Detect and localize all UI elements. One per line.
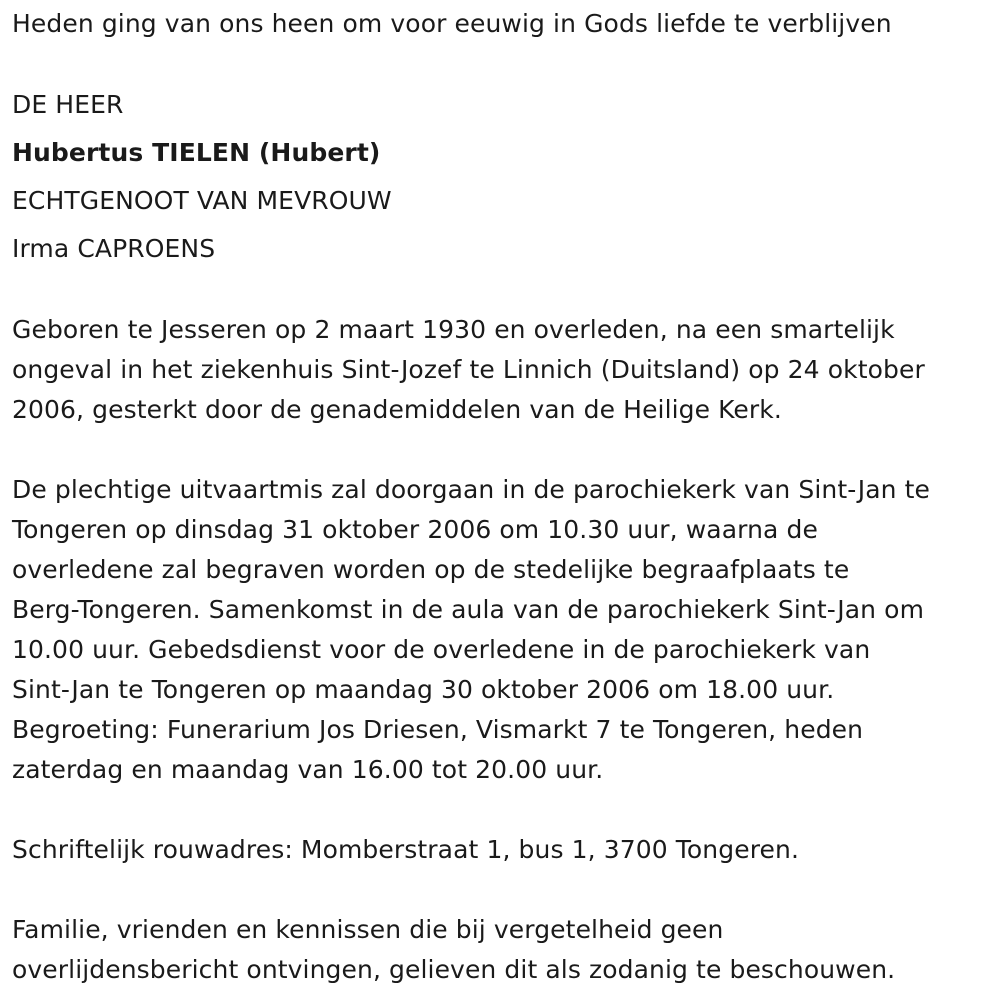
deceased-name: Hubertus TIELEN (Hubert) <box>12 138 381 167</box>
funeral-line: Berg-Tongeren. Samenkomst in de aula van de parochiekerk Sint-Jan om <box>12 595 925 624</box>
birth-death-line: 2006, gesterkt door de genademiddelen van de Heilige Kerk. <box>12 395 782 424</box>
funeral-line: Tongeren op dinsdag 31 oktober 2006 om 10.30 uur, waarna de <box>12 515 818 544</box>
funeral-line: 10.00 uur. Gebedsdienst voor de overledene in de parochiekerk van <box>12 635 871 664</box>
closing-line: Familie, vrienden en kennissen die bij vergetelheid geen <box>12 915 724 944</box>
spouse-label: ECHTGENOOT VAN MEVROUW <box>12 186 392 215</box>
funeral-line: zaterdag en maandag van 16.00 tot 20.00 uur. <box>12 755 604 784</box>
funeral-line: Sint-Jan te Tongeren op maandag 30 oktober 2006 om 18.00 uur. <box>12 675 835 704</box>
title-text: DE HEER <box>12 90 124 119</box>
birth-death-line: Geboren te Jesseren op 2 maart 1930 en overleden, na een smartelijk <box>12 315 895 344</box>
intro-text: Heden ging van ons heen om voor eeuwig in Gods liefde te verblijven <box>12 9 892 38</box>
funeral-line: De plechtige uitvaartmis zal doorgaan in de parochiekerk van Sint-Jan te <box>12 475 931 504</box>
spouse-name: Irma CAPROENS <box>12 234 216 263</box>
closing-line: overlijdensbericht ontvingen, gelieven dit als zodanig te beschouwen. <box>12 955 896 984</box>
funeral-line: overledene zal begraven worden op de stedelijke begraafplaats te <box>12 555 850 584</box>
address-text: Schriftelijk rouwadres: Momberstraat 1, bus 1, 3700 Tongeren. <box>12 835 800 864</box>
funeral-line: Begroeting: Funerarium Jos Driesen, Vismarkt 7 te Tongeren, heden <box>12 715 864 744</box>
birth-death-line: ongeval in het ziekenhuis Sint-Jozef te Linnich (Duitsland) op 24 oktober <box>12 355 925 384</box>
